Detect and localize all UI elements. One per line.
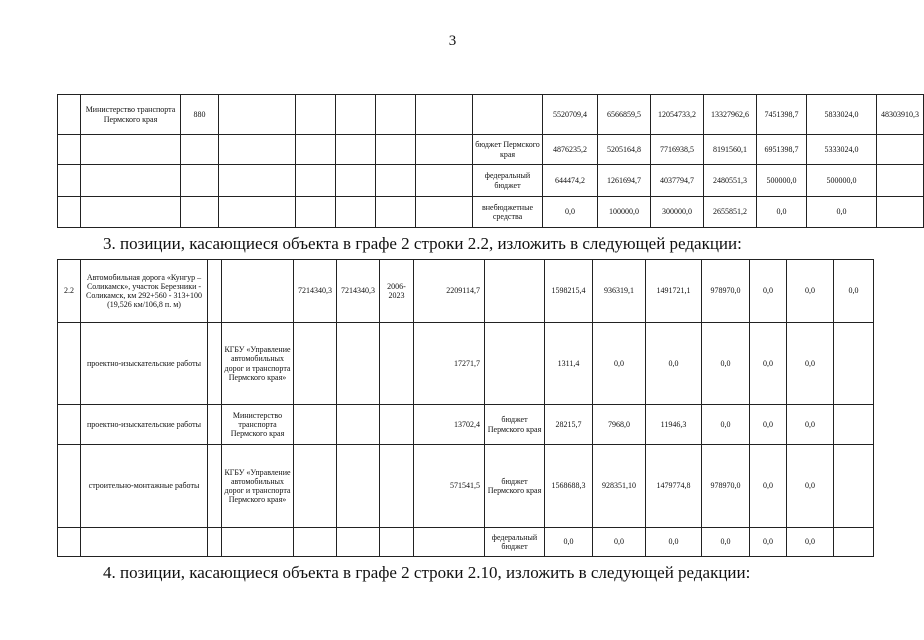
- table-cell: бюджет Пермского края: [485, 445, 545, 528]
- table-cell-value: [834, 323, 874, 405]
- table-cell-value: 0,0: [750, 323, 787, 405]
- table-cell: [208, 323, 222, 405]
- budget-table-ministry: [57, 94, 924, 228]
- table-cell: [208, 528, 222, 557]
- table-cell: 880: [181, 95, 219, 135]
- table-cell-value: 978970,0: [702, 260, 750, 323]
- table-cell: [485, 260, 545, 323]
- table-cell: [336, 135, 376, 165]
- table-cell: [473, 95, 543, 135]
- table-cell-value: 500000,0: [757, 165, 807, 197]
- table-cell-value: 1491721,1: [646, 260, 702, 323]
- table-cell: [296, 197, 336, 228]
- table-cell: [222, 260, 294, 323]
- table-cell: [380, 445, 414, 528]
- table-row: [58, 445, 874, 528]
- table-cell: [222, 528, 294, 557]
- object-table-2-2: [57, 259, 874, 557]
- table-cell-value: 0,0: [807, 197, 877, 228]
- table-cell: КГБУ «Управление автомобильных дорог и транспорта Пермского края»: [222, 445, 294, 528]
- table-cell-value: [834, 445, 874, 528]
- table-cell: 2.2: [58, 260, 81, 323]
- table-cell: [296, 135, 336, 165]
- table-cell: [337, 445, 380, 528]
- table-cell-value: 0,0: [593, 528, 646, 557]
- table-cell: [336, 95, 376, 135]
- table-cell-value: 4876235,2: [543, 135, 598, 165]
- table-cell: [416, 135, 473, 165]
- table-cell-value: 936319,1: [593, 260, 646, 323]
- table-cell-value: 928351,10: [593, 445, 646, 528]
- table-cell: [416, 197, 473, 228]
- table-cell: 7214340,3: [294, 260, 337, 323]
- table-cell: [376, 135, 416, 165]
- table-cell-value: 5205164,8: [598, 135, 651, 165]
- table-cell-value: 0,0: [702, 323, 750, 405]
- table-cell-value: 644474,2: [543, 165, 598, 197]
- table-cell: [376, 165, 416, 197]
- table-cell: проектно-изыскательские работы: [81, 405, 208, 445]
- table-cell: 2006-2023: [380, 260, 414, 323]
- table-cell: Автомобильная дорога «Кунгур – Соликамск», участок Березники - Соликамск, км 292+560 - 313+100 (19,526 км/106,8 п. м): [81, 260, 208, 323]
- table-cell-value: 0,0: [750, 260, 787, 323]
- table-cell: [336, 165, 376, 197]
- table-cell-value: [877, 165, 924, 197]
- table-row: [58, 135, 924, 165]
- table-cell: федеральный бюджет: [473, 165, 543, 197]
- section-heading-3: 3. позиции, касающиеся объекта в графе 2 строки 2.2, изложить в следующей редакции:: [103, 234, 742, 253]
- table-cell: 17271,7: [414, 323, 485, 405]
- table-cell: [58, 445, 81, 528]
- table-cell: строительно-монтажные работы: [81, 445, 208, 528]
- table-cell: [294, 323, 337, 405]
- table-cell-value: 2655851,2: [704, 197, 757, 228]
- table-cell: Министерство транспорта Пермского края: [222, 405, 294, 445]
- table-cell-value: 8191560,1: [704, 135, 757, 165]
- table-cell-value: 1568688,3: [545, 445, 593, 528]
- table-row: [58, 323, 874, 405]
- table-cell-value: 0,0: [834, 260, 874, 323]
- table-cell-value: 0,0: [593, 323, 646, 405]
- table-cell-value: 5333024,0: [807, 135, 877, 165]
- table-cell-value: [834, 405, 874, 445]
- table-cell-value: 300000,0: [651, 197, 704, 228]
- table-cell: [208, 445, 222, 528]
- table-cell: [58, 135, 81, 165]
- table-cell-value: 13327962,6: [704, 95, 757, 135]
- table-cell-value: 978970,0: [702, 445, 750, 528]
- section-heading-4: 4. позиции, касающиеся объекта в графе 2 строки 2.10, изложить в следующей редакции:: [103, 563, 751, 582]
- table-cell-value: 11946,3: [646, 405, 702, 445]
- table-cell-value: 0,0: [787, 445, 834, 528]
- table-cell-value: 0,0: [750, 405, 787, 445]
- table-cell: [337, 323, 380, 405]
- table-row: [58, 260, 874, 323]
- table-cell: [380, 405, 414, 445]
- table-cell-value: 0,0: [757, 197, 807, 228]
- table-cell-value: [877, 197, 924, 228]
- table-cell-value: 2480551,3: [704, 165, 757, 197]
- table-cell: [416, 95, 473, 135]
- table-cell: [376, 197, 416, 228]
- table-cell: [181, 135, 219, 165]
- table-cell: [294, 405, 337, 445]
- table-cell-value: 0,0: [750, 528, 787, 557]
- table-cell-value: 0,0: [787, 323, 834, 405]
- table-cell: [81, 135, 181, 165]
- table-cell: бюджет Пермского края: [485, 405, 545, 445]
- table-row: [58, 165, 924, 197]
- table-cell-value: 1479774,8: [646, 445, 702, 528]
- table-cell: [416, 165, 473, 197]
- table-cell: [294, 445, 337, 528]
- table-row: [58, 197, 924, 228]
- table-cell: [208, 405, 222, 445]
- table-cell: [376, 95, 416, 135]
- table-cell: [58, 165, 81, 197]
- table-cell: [58, 528, 81, 557]
- table-cell-value: 0,0: [646, 528, 702, 557]
- table-cell: [58, 197, 81, 228]
- table-cell: [337, 528, 380, 557]
- table-cell: 13702,4: [414, 405, 485, 445]
- table-cell: 571541,5: [414, 445, 485, 528]
- table-row: [58, 528, 874, 557]
- page-number: 3: [448, 33, 457, 49]
- table-cell: [380, 528, 414, 557]
- table-cell-value: 0,0: [787, 528, 834, 557]
- table-cell: [208, 260, 222, 323]
- table-cell-value: 1598215,4: [545, 260, 593, 323]
- table-cell-value: [834, 528, 874, 557]
- table-cell: [219, 165, 296, 197]
- table-cell: [219, 135, 296, 165]
- table-cell-value: 5833024,0: [807, 95, 877, 135]
- table-cell-value: 1311,4: [545, 323, 593, 405]
- table-cell-value: 0,0: [702, 528, 750, 557]
- table-cell-value: 5520709,4: [543, 95, 598, 135]
- table-cell: [296, 95, 336, 135]
- table-cell-value: 48303910,3: [877, 95, 924, 135]
- table-cell: [81, 165, 181, 197]
- table-cell: 7214340,3: [337, 260, 380, 323]
- table-cell: [181, 165, 219, 197]
- table-cell-value: 0,0: [543, 197, 598, 228]
- table-cell: [219, 95, 296, 135]
- table-cell: [58, 323, 81, 405]
- table-cell-value: 6566859,5: [598, 95, 651, 135]
- table-cell: [181, 197, 219, 228]
- table-cell-value: 28215,7: [545, 405, 593, 445]
- table-cell: [337, 405, 380, 445]
- table-cell: Министерство транспорта Пермского края: [81, 95, 181, 135]
- table-row: [58, 95, 924, 135]
- table-cell: 2209114,7: [414, 260, 485, 323]
- table-cell: [294, 528, 337, 557]
- table-cell: [485, 323, 545, 405]
- table-cell-value: 0,0: [646, 323, 702, 405]
- table-cell-value: [877, 135, 924, 165]
- table-cell: [336, 197, 376, 228]
- table-cell-value: 7968,0: [593, 405, 646, 445]
- table-cell-value: 7451398,7: [757, 95, 807, 135]
- table-cell-value: 0,0: [545, 528, 593, 557]
- table-cell: [58, 405, 81, 445]
- table-cell: [296, 165, 336, 197]
- table-cell-value: 4037794,7: [651, 165, 704, 197]
- table-row: [58, 405, 874, 445]
- table-cell: бюджет Пермского края: [473, 135, 543, 165]
- table-cell-value: 1261694,7: [598, 165, 651, 197]
- table-cell-value: 0,0: [750, 445, 787, 528]
- table-cell: КГБУ «Управление автомобильных дорог и транспорта Пермского края»: [222, 323, 294, 405]
- table-cell-value: 500000,0: [807, 165, 877, 197]
- table-cell: проектно-изыскательские работы: [81, 323, 208, 405]
- table-cell-value: 100000,0: [598, 197, 651, 228]
- table-cell: [219, 197, 296, 228]
- table-cell-value: 12054733,2: [651, 95, 704, 135]
- table-cell: внебюджетные средства: [473, 197, 543, 228]
- table-cell-value: 0,0: [702, 405, 750, 445]
- table-cell: федеральный бюджет: [485, 528, 545, 557]
- table-cell-value: 6951398,7: [757, 135, 807, 165]
- table-cell-value: 7716938,5: [651, 135, 704, 165]
- table-cell: [81, 197, 181, 228]
- table-cell: [58, 95, 81, 135]
- table-cell: [380, 323, 414, 405]
- table-cell-value: 0,0: [787, 405, 834, 445]
- table-cell: [81, 528, 208, 557]
- table-cell: [414, 528, 485, 557]
- table-cell-value: 0,0: [787, 260, 834, 323]
